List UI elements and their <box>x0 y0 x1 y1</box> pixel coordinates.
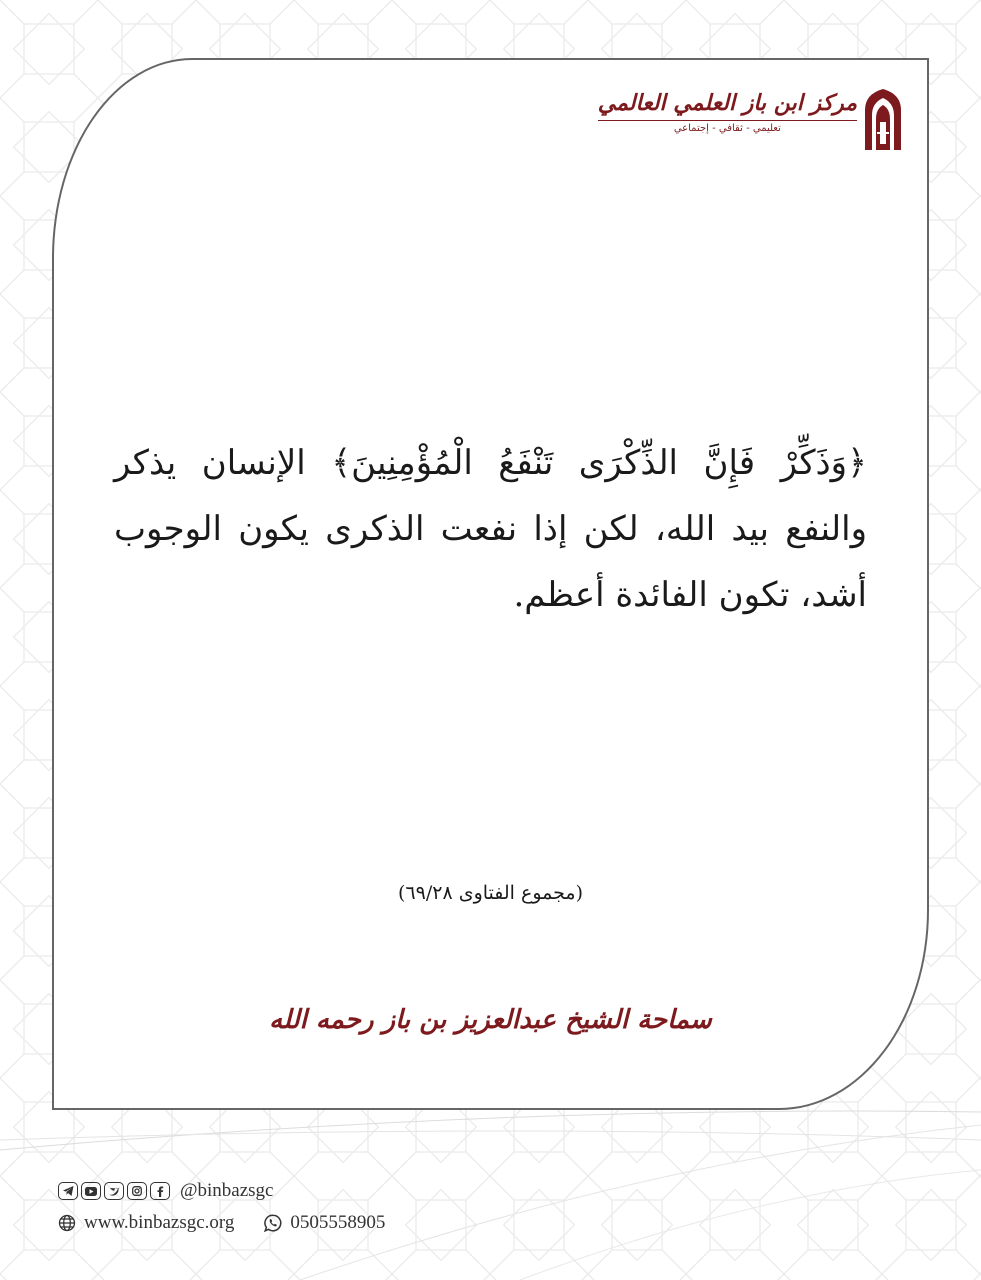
contact-row <box>58 1210 385 1236</box>
website-link[interactable]: www.binbazsgc.org <box>84 1212 235 1233</box>
social-row <box>58 1178 385 1204</box>
whatsapp-icon <box>264 1214 282 1232</box>
org-name: مركز ابن باز العلمي العالمي <box>598 88 857 121</box>
content-card <box>52 58 929 1110</box>
org-tagline: تعليمي - ثقافي - إجتماعي <box>673 123 781 134</box>
sheikh-signature: سماحة الشيخ عبدالعزيز بن باز رحمه الله <box>269 1005 712 1035</box>
telegram-icon[interactable] <box>58 1182 78 1200</box>
phone-number[interactable]: 0505558905 <box>290 1212 386 1233</box>
mosque-arch-icon <box>863 88 903 150</box>
social-icons <box>58 1182 170 1200</box>
footer <box>58 1178 385 1242</box>
source-reference: (مجموع الفتاوى ٦٩/٢٨) <box>398 882 583 904</box>
facebook-icon[interactable] <box>150 1182 170 1200</box>
globe-icon <box>58 1214 76 1232</box>
logo-text <box>598 88 857 134</box>
twitter-icon[interactable] <box>104 1182 124 1200</box>
instagram-icon[interactable] <box>127 1182 147 1200</box>
quote-text: ﴿وَذَكِّرْ فَإِنَّ الذِّكْرَى تَنْفَعُ الْمُؤْمِنِينَ﴾ الإنسان يذكر والنفع بيد الله، لكن إذا نفعت الذكرى يكون الوجوب أشد، تكون الفائدة أعظم. <box>114 443 867 615</box>
youtube-icon[interactable] <box>81 1182 101 1200</box>
social-handle[interactable]: @binbazsgc <box>180 1180 274 1201</box>
org-logo <box>598 88 903 150</box>
